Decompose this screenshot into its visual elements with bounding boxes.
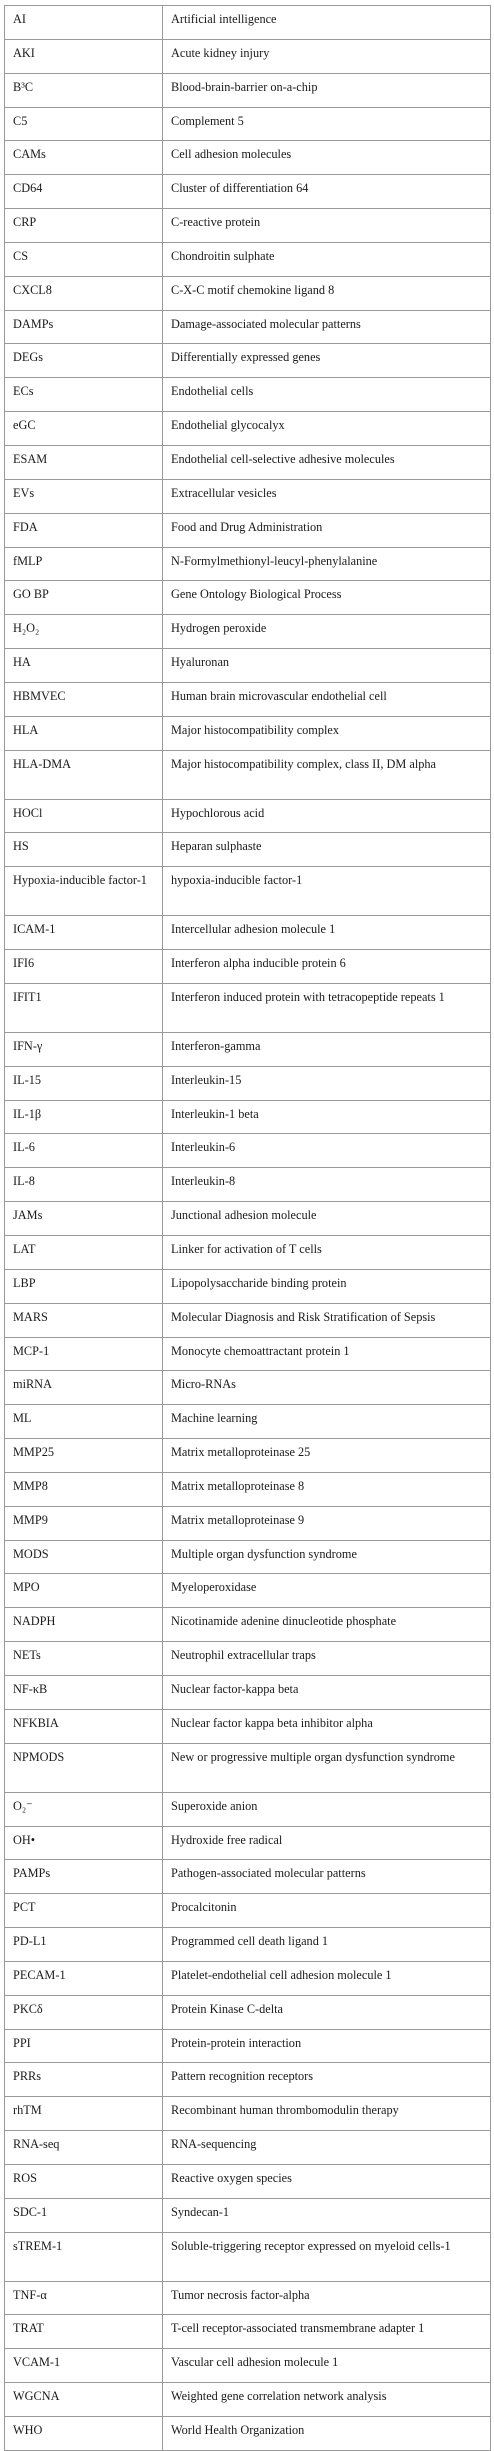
table-row bbox=[5, 310, 491, 344]
abbreviation-cell: HLA bbox=[5, 716, 163, 750]
abbreviation-cell: HOCl bbox=[5, 799, 163, 833]
table-row bbox=[5, 1961, 491, 1995]
table-row bbox=[5, 1995, 491, 2029]
definition-cell: Differentially expressed genes bbox=[163, 344, 491, 378]
definition-cell: Matrix metalloproteinase 25 bbox=[163, 1439, 491, 1473]
table-row bbox=[5, 1826, 491, 1860]
definition-cell: Superoxide anion bbox=[163, 1792, 491, 1826]
abbreviation-cell: SDC-1 bbox=[5, 2198, 163, 2232]
definition-cell: Interleukin-1 beta bbox=[163, 1100, 491, 1134]
definition-cell: Reactive oxygen species bbox=[163, 2164, 491, 2198]
table-row bbox=[5, 799, 491, 833]
table-row bbox=[5, 107, 491, 141]
table-row bbox=[5, 1928, 491, 1962]
definition-cell: Intercellular adhesion molecule 1 bbox=[163, 916, 491, 950]
definition-cell: Interferon induced protein with tetracopeptide repeats 1 bbox=[163, 983, 491, 1032]
definition-cell: Tumor necrosis factor-alpha bbox=[163, 2281, 491, 2315]
table-row bbox=[5, 412, 491, 446]
definition-cell: Hyaluronan bbox=[163, 649, 491, 683]
definition-cell: Weighted gene correlation network analysis bbox=[163, 2383, 491, 2417]
definition-cell: Interferon-gamma bbox=[163, 1032, 491, 1066]
abbreviation-cell: ESAM bbox=[5, 445, 163, 479]
definition-cell: Junctional adhesion molecule bbox=[163, 1202, 491, 1236]
table-row bbox=[5, 1100, 491, 1134]
definition-cell: Protein Kinase C-delta bbox=[163, 1995, 491, 2029]
definition-cell: Nicotinamide adenine dinucleotide phosphate bbox=[163, 1608, 491, 1642]
abbreviation-cell: OH• bbox=[5, 1826, 163, 1860]
abbreviation-cell: rhTM bbox=[5, 2097, 163, 2131]
table-row bbox=[5, 1202, 491, 1236]
abbreviation-cell: O₂⁻ bbox=[5, 1792, 163, 1826]
abbreviation-cell: NF-κB bbox=[5, 1675, 163, 1709]
definition-cell: Pattern recognition receptors bbox=[163, 2063, 491, 2097]
abbreviation-cell: IL-15 bbox=[5, 1066, 163, 1100]
abbreviations-table bbox=[4, 5, 491, 2451]
table-row bbox=[5, 1860, 491, 1894]
definition-cell: Cell adhesion molecules bbox=[163, 141, 491, 175]
abbreviation-cell: CXCL8 bbox=[5, 276, 163, 310]
table-row bbox=[5, 547, 491, 581]
table-row bbox=[5, 378, 491, 412]
abbreviation-cell: EVs bbox=[5, 479, 163, 513]
table-row bbox=[5, 2029, 491, 2063]
abbreviation-cell: CAMs bbox=[5, 141, 163, 175]
definition-cell: Damage-associated molecular patterns bbox=[163, 310, 491, 344]
abbreviation-cell: PKCδ bbox=[5, 1995, 163, 2029]
definition-cell: Endothelial cells bbox=[163, 378, 491, 412]
table-row bbox=[5, 1303, 491, 1337]
abbreviation-cell: HLA-DMA bbox=[5, 750, 163, 799]
definition-cell: Recombinant human thrombomodulin therapy bbox=[163, 2097, 491, 2131]
table-row bbox=[5, 2315, 491, 2349]
table-row bbox=[5, 1371, 491, 1405]
table-row bbox=[5, 1540, 491, 1574]
table-row bbox=[5, 833, 491, 867]
table-row bbox=[5, 1168, 491, 1202]
table-row bbox=[5, 750, 491, 799]
table-row bbox=[5, 2383, 491, 2417]
definition-cell: Programmed cell death ligand 1 bbox=[163, 1928, 491, 1962]
definition-cell: Matrix metalloproteinase 9 bbox=[163, 1506, 491, 1540]
abbreviation-cell: TNF-α bbox=[5, 2281, 163, 2315]
abbreviation-cell: LBP bbox=[5, 1269, 163, 1303]
abbreviation-cell: ICAM-1 bbox=[5, 916, 163, 950]
table-row bbox=[5, 1709, 491, 1743]
table-row bbox=[5, 6, 491, 40]
table-row bbox=[5, 1236, 491, 1270]
abbreviation-cell: MMP8 bbox=[5, 1472, 163, 1506]
definition-cell: Procalcitonin bbox=[163, 1894, 491, 1928]
abbreviation-cell: NPMODS bbox=[5, 1743, 163, 1792]
abbreviation-cell: IL-6 bbox=[5, 1134, 163, 1168]
definition-cell: Heparan sulphaste bbox=[163, 833, 491, 867]
table-row bbox=[5, 1134, 491, 1168]
table-row bbox=[5, 2417, 491, 2451]
abbreviation-cell: RNA-seq bbox=[5, 2131, 163, 2165]
abbreviation-cell: CS bbox=[5, 242, 163, 276]
definition-cell: New or progressive multiple organ dysfunction syndrome bbox=[163, 1743, 491, 1792]
definition-cell: Neutrophil extracellular traps bbox=[163, 1642, 491, 1676]
table-row bbox=[5, 867, 491, 916]
table-row bbox=[5, 916, 491, 950]
table-row bbox=[5, 682, 491, 716]
table-row bbox=[5, 1405, 491, 1439]
table-row bbox=[5, 1032, 491, 1066]
table-row bbox=[5, 950, 491, 984]
table-row bbox=[5, 1642, 491, 1676]
abbreviation-cell: sTREM-1 bbox=[5, 2232, 163, 2281]
table-row bbox=[5, 2232, 491, 2281]
table-row bbox=[5, 2131, 491, 2165]
abbreviation-cell: HS bbox=[5, 833, 163, 867]
table-row bbox=[5, 1066, 491, 1100]
table-row bbox=[5, 1675, 491, 1709]
abbreviation-cell: MMP9 bbox=[5, 1506, 163, 1540]
table-row bbox=[5, 39, 491, 73]
definition-cell: Interleukin-8 bbox=[163, 1168, 491, 1202]
table-row bbox=[5, 581, 491, 615]
abbreviation-cell: IFIT1 bbox=[5, 983, 163, 1032]
definition-cell: Hypochlorous acid bbox=[163, 799, 491, 833]
definition-cell: Interleukin-6 bbox=[163, 1134, 491, 1168]
table-row bbox=[5, 276, 491, 310]
table-row bbox=[5, 2349, 491, 2383]
definition-cell: Linker for activation of T cells bbox=[163, 1236, 491, 1270]
table-row bbox=[5, 2097, 491, 2131]
table-row bbox=[5, 1743, 491, 1792]
table-row bbox=[5, 615, 491, 649]
definition-cell: Artificial intelligence bbox=[163, 6, 491, 40]
abbreviation-cell: PECAM-1 bbox=[5, 1961, 163, 1995]
table-row bbox=[5, 1506, 491, 1540]
abbreviation-cell: AI bbox=[5, 6, 163, 40]
table-row bbox=[5, 1472, 491, 1506]
table-row bbox=[5, 209, 491, 243]
table-row bbox=[5, 1439, 491, 1473]
definition-cell: Machine learning bbox=[163, 1405, 491, 1439]
abbreviation-cell: MCP-1 bbox=[5, 1337, 163, 1371]
table-row bbox=[5, 716, 491, 750]
table-row bbox=[5, 242, 491, 276]
abbreviation-cell: PCT bbox=[5, 1894, 163, 1928]
abbreviation-cell: H₂O₂ bbox=[5, 615, 163, 649]
table-row bbox=[5, 175, 491, 209]
abbreviation-cell: NFKBIA bbox=[5, 1709, 163, 1743]
abbreviation-cell: WHO bbox=[5, 2417, 163, 2451]
abbreviation-cell: IL-8 bbox=[5, 1168, 163, 1202]
definition-cell: Nuclear factor-kappa beta bbox=[163, 1675, 491, 1709]
abbreviations-table-body bbox=[5, 6, 491, 2451]
table-row bbox=[5, 513, 491, 547]
table-row bbox=[5, 2164, 491, 2198]
abbreviation-cell: miRNA bbox=[5, 1371, 163, 1405]
table-row bbox=[5, 2281, 491, 2315]
abbreviation-cell: ECs bbox=[5, 378, 163, 412]
definition-cell: N-Formylmethionyl-leucyl-phenylalanine bbox=[163, 547, 491, 581]
definition-cell: Chondroitin sulphate bbox=[163, 242, 491, 276]
abbreviation-cell: ML bbox=[5, 1405, 163, 1439]
table-row bbox=[5, 1894, 491, 1928]
table-row bbox=[5, 141, 491, 175]
abbreviation-cell: VCAM-1 bbox=[5, 2349, 163, 2383]
table-row bbox=[5, 344, 491, 378]
definition-cell: C-reactive protein bbox=[163, 209, 491, 243]
definition-cell: Food and Drug Administration bbox=[163, 513, 491, 547]
abbreviation-cell: CD64 bbox=[5, 175, 163, 209]
table-row bbox=[5, 1337, 491, 1371]
abbreviation-cell: PPI bbox=[5, 2029, 163, 2063]
abbreviation-cell: MPO bbox=[5, 1574, 163, 1608]
definition-cell: Protein-protein interaction bbox=[163, 2029, 491, 2063]
abbreviation-cell: JAMs bbox=[5, 1202, 163, 1236]
abbreviation-cell: NETs bbox=[5, 1642, 163, 1676]
abbreviation-cell: WGCNA bbox=[5, 2383, 163, 2417]
abbreviation-cell: HA bbox=[5, 649, 163, 683]
definition-cell: C-X-C motif chemokine ligand 8 bbox=[163, 276, 491, 310]
definition-cell: Nuclear factor kappa beta inhibitor alpha bbox=[163, 1709, 491, 1743]
abbreviations-table-container bbox=[4, 5, 490, 2451]
table-row bbox=[5, 479, 491, 513]
definition-cell: Lipopolysaccharide binding protein bbox=[163, 1269, 491, 1303]
definition-cell: hypoxia-inducible factor-1 bbox=[163, 867, 491, 916]
abbreviation-cell: IFI6 bbox=[5, 950, 163, 984]
definition-cell: Hydrogen peroxide bbox=[163, 615, 491, 649]
definition-cell: Vascular cell adhesion molecule 1 bbox=[163, 2349, 491, 2383]
definition-cell: Hydroxide free radical bbox=[163, 1826, 491, 1860]
definition-cell: Monocyte chemoattractant protein 1 bbox=[163, 1337, 491, 1371]
abbreviation-cell: PRRs bbox=[5, 2063, 163, 2097]
definition-cell: Cluster of differentiation 64 bbox=[163, 175, 491, 209]
definition-cell: Interferon alpha inducible protein 6 bbox=[163, 950, 491, 984]
definition-cell: Micro-RNAs bbox=[163, 1371, 491, 1405]
definition-cell: Endothelial glycocalyx bbox=[163, 412, 491, 446]
abbreviation-cell: MARS bbox=[5, 1303, 163, 1337]
abbreviation-cell: C5 bbox=[5, 107, 163, 141]
definition-cell: Pathogen-associated molecular patterns bbox=[163, 1860, 491, 1894]
definition-cell: Acute kidney injury bbox=[163, 39, 491, 73]
table-row bbox=[5, 445, 491, 479]
definition-cell: Major histocompatibility complex, class II, DM alpha bbox=[163, 750, 491, 799]
definition-cell: Gene Ontology Biological Process bbox=[163, 581, 491, 615]
abbreviation-cell: DAMPs bbox=[5, 310, 163, 344]
definition-cell: Extracellular vesicles bbox=[163, 479, 491, 513]
abbreviation-cell: TRAT bbox=[5, 2315, 163, 2349]
abbreviation-cell: AKI bbox=[5, 39, 163, 73]
table-row bbox=[5, 649, 491, 683]
abbreviation-cell: LAT bbox=[5, 1236, 163, 1270]
abbreviation-cell: FDA bbox=[5, 513, 163, 547]
definition-cell: World Health Organization bbox=[163, 2417, 491, 2451]
abbreviation-cell: ROS bbox=[5, 2164, 163, 2198]
table-row bbox=[5, 1574, 491, 1608]
definition-cell: Multiple organ dysfunction syndrome bbox=[163, 1540, 491, 1574]
table-row bbox=[5, 2198, 491, 2232]
abbreviation-cell: fMLP bbox=[5, 547, 163, 581]
abbreviation-cell: CRP bbox=[5, 209, 163, 243]
abbreviation-cell: MODS bbox=[5, 1540, 163, 1574]
abbreviation-cell: B³C bbox=[5, 73, 163, 107]
definition-cell: T-cell receptor-associated transmembrane adapter 1 bbox=[163, 2315, 491, 2349]
definition-cell: Platelet-endothelial cell adhesion molecule 1 bbox=[163, 1961, 491, 1995]
abbreviation-cell: eGC bbox=[5, 412, 163, 446]
table-row bbox=[5, 1608, 491, 1642]
abbreviation-cell: NADPH bbox=[5, 1608, 163, 1642]
abbreviation-cell: Hypoxia-inducible factor-1 bbox=[5, 867, 163, 916]
abbreviation-cell: DEGs bbox=[5, 344, 163, 378]
table-row bbox=[5, 2063, 491, 2097]
abbreviation-cell: MMP25 bbox=[5, 1439, 163, 1473]
table-row bbox=[5, 1269, 491, 1303]
definition-cell: Myeloperoxidase bbox=[163, 1574, 491, 1608]
table-row bbox=[5, 1792, 491, 1826]
abbreviation-cell: IFN-γ bbox=[5, 1032, 163, 1066]
definition-cell: Complement 5 bbox=[163, 107, 491, 141]
definition-cell: Matrix metalloproteinase 8 bbox=[163, 1472, 491, 1506]
definition-cell: RNA-sequencing bbox=[163, 2131, 491, 2165]
definition-cell: Syndecan-1 bbox=[163, 2198, 491, 2232]
definition-cell: Endothelial cell-selective adhesive molecules bbox=[163, 445, 491, 479]
definition-cell: Soluble-triggering receptor expressed on myeloid cells-1 bbox=[163, 2232, 491, 2281]
abbreviation-cell: IL-1β bbox=[5, 1100, 163, 1134]
definition-cell: Blood-brain-barrier on-a-chip bbox=[163, 73, 491, 107]
definition-cell: Molecular Diagnosis and Risk Stratification of Sepsis bbox=[163, 1303, 491, 1337]
table-row bbox=[5, 73, 491, 107]
definition-cell: Major histocompatibility complex bbox=[163, 716, 491, 750]
table-row bbox=[5, 983, 491, 1032]
definition-cell: Human brain microvascular endothelial cell bbox=[163, 682, 491, 716]
abbreviation-cell: PAMPs bbox=[5, 1860, 163, 1894]
abbreviation-cell: HBMVEC bbox=[5, 682, 163, 716]
abbreviation-cell: GO BP bbox=[5, 581, 163, 615]
definition-cell: Interleukin-15 bbox=[163, 1066, 491, 1100]
abbreviation-cell: PD-L1 bbox=[5, 1928, 163, 1962]
